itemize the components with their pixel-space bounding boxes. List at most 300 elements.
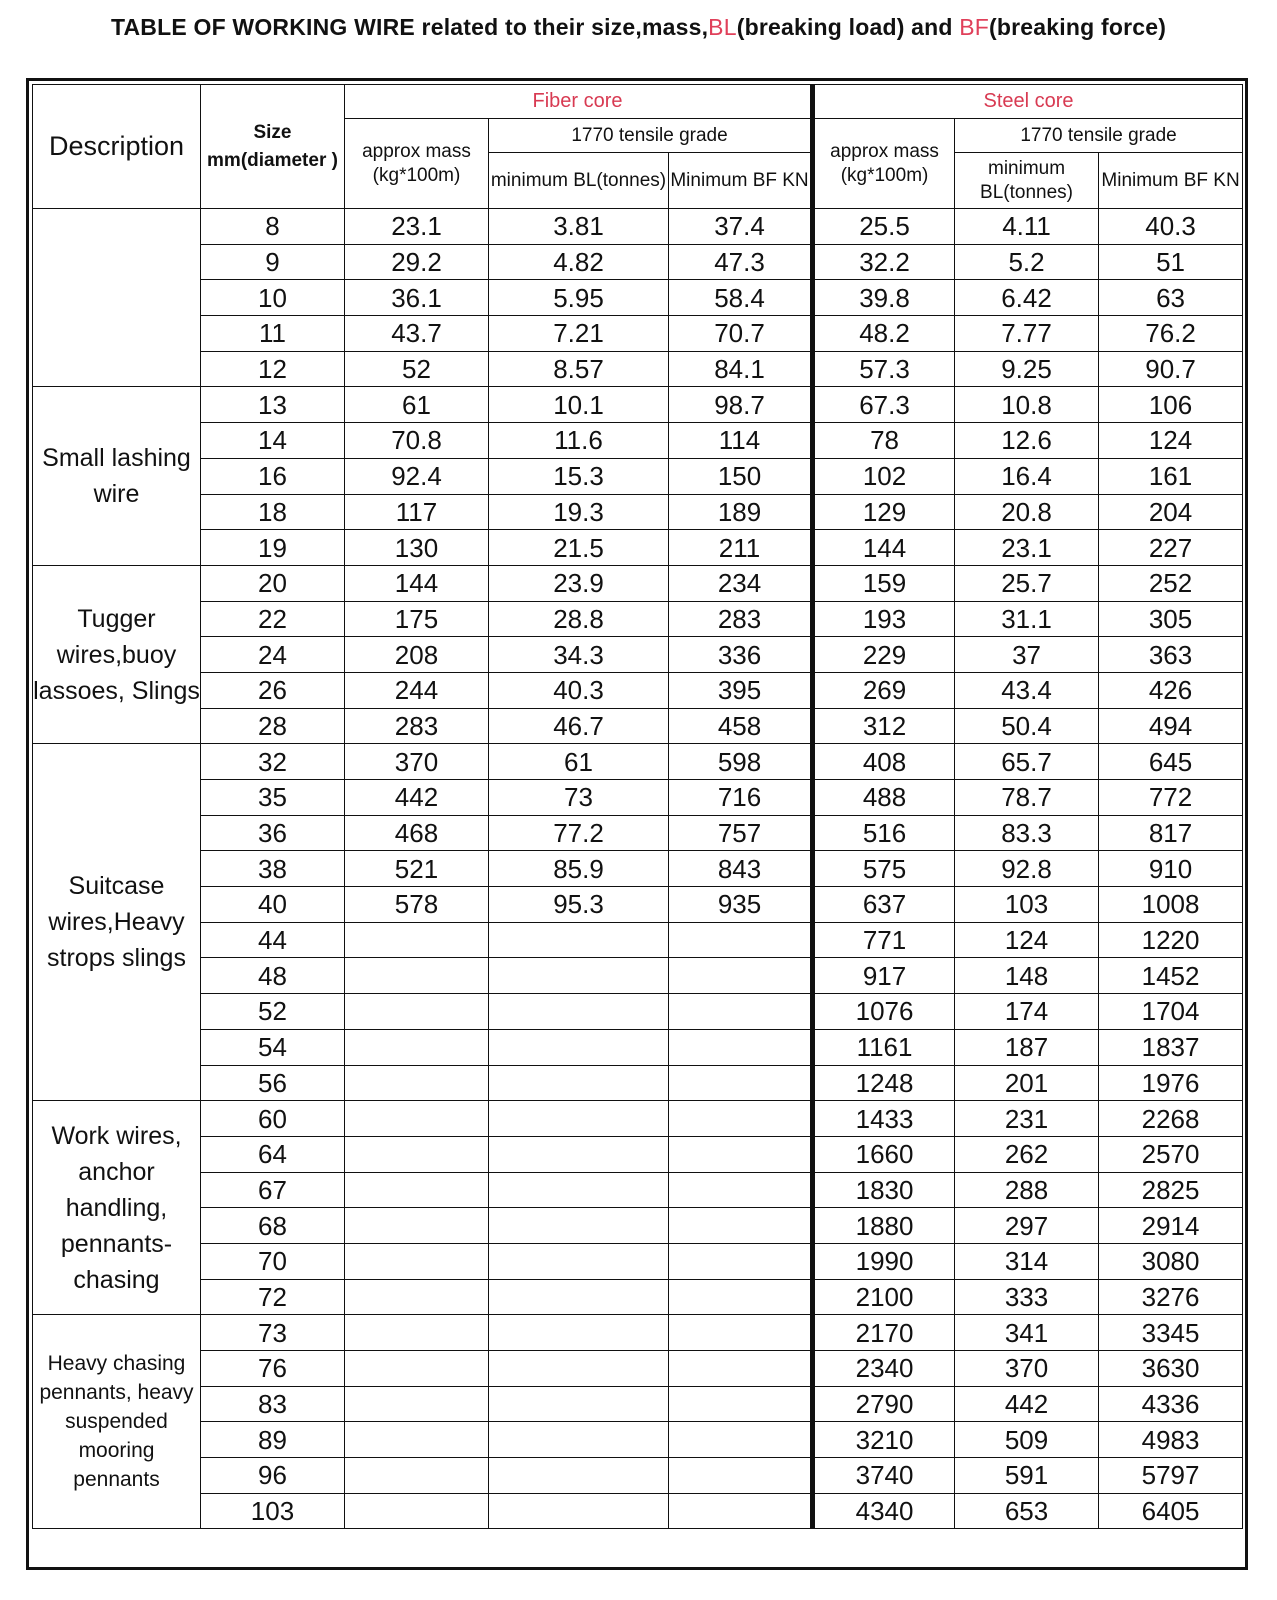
page-title — [0, 14, 1277, 41]
s-bf-cell: 426 — [1099, 672, 1243, 708]
s-bl-cell: 43.4 — [955, 672, 1099, 708]
s-bf-cell: 1220 — [1099, 922, 1243, 958]
size-cell: 16 — [201, 458, 345, 494]
header-fiber-mass: approx mass (kg*100m) — [345, 119, 489, 209]
f-bf-cell — [669, 958, 813, 994]
table-row — [33, 708, 1243, 744]
table-row — [33, 1279, 1243, 1315]
s-mass-cell: 1248 — [813, 1065, 955, 1101]
s-bl-cell: 591 — [955, 1458, 1099, 1494]
s-bf-cell: 63 — [1099, 280, 1243, 316]
s-bl-cell: 10.8 — [955, 387, 1099, 423]
s-mass-cell: 144 — [813, 530, 955, 566]
f-mass-cell — [345, 1243, 489, 1279]
s-mass-cell: 1433 — [813, 1101, 955, 1137]
description-cell — [33, 209, 201, 387]
s-bf-cell: 2570 — [1099, 1136, 1243, 1172]
table-row — [33, 1029, 1243, 1065]
f-bl-cell — [489, 1243, 669, 1279]
s-bl-cell: 9.25 — [955, 351, 1099, 387]
size-cell: 54 — [201, 1029, 345, 1065]
f-bf-cell: 843 — [669, 851, 813, 887]
s-bl-cell: 231 — [955, 1101, 1099, 1137]
f-bl-cell: 46.7 — [489, 708, 669, 744]
header-steel-mass: approx mass (kg*100m) — [813, 119, 955, 209]
s-bl-cell: 187 — [955, 1029, 1099, 1065]
f-bf-cell — [669, 1172, 813, 1208]
size-cell: 22 — [201, 601, 345, 637]
s-bl-cell: 509 — [955, 1422, 1099, 1458]
f-bf-cell: 234 — [669, 565, 813, 601]
f-bf-cell: 150 — [669, 458, 813, 494]
s-mass-cell: 4340 — [813, 1493, 955, 1529]
title-bf: BF — [959, 14, 990, 40]
s-mass-cell: 516 — [813, 815, 955, 851]
f-bl-cell — [489, 1351, 669, 1387]
s-bl-cell: 103 — [955, 887, 1099, 923]
f-bl-cell — [489, 1029, 669, 1065]
f-bl-cell — [489, 1386, 669, 1422]
f-bf-cell — [669, 1422, 813, 1458]
table-row — [33, 1136, 1243, 1172]
f-bl-cell — [489, 994, 669, 1030]
f-bl-cell: 28.8 — [489, 601, 669, 637]
s-mass-cell: 229 — [813, 637, 955, 673]
f-mass-cell — [345, 1351, 489, 1387]
title-text: TABLE OF WORKING WIRE related to their size,mass, — [110, 14, 709, 40]
header-steel-min-bf: Minimum BF KN — [1099, 153, 1243, 209]
s-bf-cell: 2825 — [1099, 1172, 1243, 1208]
s-mass-cell: 67.3 — [813, 387, 955, 423]
f-mass-cell — [345, 1172, 489, 1208]
s-bf-cell: 3630 — [1099, 1351, 1243, 1387]
size-cell: 103 — [201, 1493, 345, 1529]
table-row — [33, 1243, 1243, 1279]
s-mass-cell: 488 — [813, 780, 955, 816]
f-bf-cell: 211 — [669, 530, 813, 566]
f-mass-cell: 244 — [345, 672, 489, 708]
size-cell: 9 — [201, 244, 345, 280]
s-bl-cell: 174 — [955, 994, 1099, 1030]
s-bf-cell: 227 — [1099, 530, 1243, 566]
s-bf-cell: 124 — [1099, 423, 1243, 459]
s-bf-cell: 5797 — [1099, 1458, 1243, 1494]
f-mass-cell: 43.7 — [345, 316, 489, 352]
s-bl-cell: 333 — [955, 1279, 1099, 1315]
f-bl-cell — [489, 1208, 669, 1244]
f-bl-cell: 7.21 — [489, 316, 669, 352]
size-cell: 8 — [201, 209, 345, 245]
s-bl-cell: 31.1 — [955, 601, 1099, 637]
size-cell: 28 — [201, 708, 345, 744]
size-cell: 83 — [201, 1386, 345, 1422]
s-bl-cell: 20.8 — [955, 494, 1099, 530]
size-cell: 36 — [201, 815, 345, 851]
table-row — [33, 1315, 1243, 1351]
s-bf-cell: 1452 — [1099, 958, 1243, 994]
s-bl-cell: 262 — [955, 1136, 1099, 1172]
s-mass-cell: 25.5 — [813, 209, 955, 245]
f-bl-cell: 4.82 — [489, 244, 669, 280]
f-mass-cell: 92.4 — [345, 458, 489, 494]
f-bl-cell — [489, 1101, 669, 1137]
f-bf-cell — [669, 922, 813, 958]
size-cell: 72 — [201, 1279, 345, 1315]
f-bf-cell: 757 — [669, 815, 813, 851]
wire-table-frame — [26, 78, 1248, 1570]
s-bl-cell: 124 — [955, 922, 1099, 958]
s-bf-cell: 3276 — [1099, 1279, 1243, 1315]
table-row — [33, 1493, 1243, 1529]
table-row — [33, 280, 1243, 316]
size-cell: 52 — [201, 994, 345, 1030]
s-bl-cell: 50.4 — [955, 708, 1099, 744]
f-bl-cell — [489, 1315, 669, 1351]
s-mass-cell: 3210 — [813, 1422, 955, 1458]
size-cell: 70 — [201, 1243, 345, 1279]
s-bl-cell: 12.6 — [955, 423, 1099, 459]
f-bf-cell — [669, 1315, 813, 1351]
s-bf-cell: 363 — [1099, 637, 1243, 673]
f-bl-cell: 85.9 — [489, 851, 669, 887]
s-mass-cell: 39.8 — [813, 280, 955, 316]
size-cell: 20 — [201, 565, 345, 601]
size-cell: 32 — [201, 744, 345, 780]
s-bl-cell: 23.1 — [955, 530, 1099, 566]
size-cell: 76 — [201, 1351, 345, 1387]
f-mass-cell — [345, 922, 489, 958]
f-mass-cell — [345, 958, 489, 994]
description-cell: Heavy chasing pennants, heavy suspended mooring pennants — [33, 1315, 201, 1529]
size-cell: 48 — [201, 958, 345, 994]
f-bl-cell — [489, 1422, 669, 1458]
size-cell: 24 — [201, 637, 345, 673]
table-row — [33, 565, 1243, 601]
table-row — [33, 780, 1243, 816]
f-bl-cell: 73 — [489, 780, 669, 816]
s-mass-cell: 1161 — [813, 1029, 955, 1065]
s-bl-cell: 16.4 — [955, 458, 1099, 494]
s-mass-cell: 1660 — [813, 1136, 955, 1172]
s-mass-cell: 637 — [813, 887, 955, 923]
f-bl-cell: 19.3 — [489, 494, 669, 530]
s-mass-cell: 57.3 — [813, 351, 955, 387]
f-bf-cell — [669, 1208, 813, 1244]
size-cell: 26 — [201, 672, 345, 708]
s-bf-cell: 817 — [1099, 815, 1243, 851]
s-bl-cell: 25.7 — [955, 565, 1099, 601]
f-bl-cell: 77.2 — [489, 815, 669, 851]
f-bf-cell: 283 — [669, 601, 813, 637]
f-mass-cell: 61 — [345, 387, 489, 423]
table-row — [33, 1386, 1243, 1422]
f-mass-cell: 175 — [345, 601, 489, 637]
s-mass-cell: 2340 — [813, 1351, 955, 1387]
size-cell: 19 — [201, 530, 345, 566]
s-bf-cell: 161 — [1099, 458, 1243, 494]
s-mass-cell: 1880 — [813, 1208, 955, 1244]
f-mass-cell: 36.1 — [345, 280, 489, 316]
s-bf-cell: 204 — [1099, 494, 1243, 530]
s-bf-cell: 1837 — [1099, 1029, 1243, 1065]
table-row — [33, 958, 1243, 994]
size-cell: 18 — [201, 494, 345, 530]
s-bl-cell: 653 — [955, 1493, 1099, 1529]
s-bf-cell: 40.3 — [1099, 209, 1243, 245]
s-bf-cell: 252 — [1099, 565, 1243, 601]
s-bl-cell: 201 — [955, 1065, 1099, 1101]
table-row — [33, 744, 1243, 780]
s-mass-cell: 2100 — [813, 1279, 955, 1315]
s-bl-cell: 37 — [955, 637, 1099, 673]
s-mass-cell: 102 — [813, 458, 955, 494]
f-bl-cell — [489, 1493, 669, 1529]
size-cell: 11 — [201, 316, 345, 352]
table-row — [33, 1422, 1243, 1458]
f-bf-cell: 935 — [669, 887, 813, 923]
f-mass-cell — [345, 1065, 489, 1101]
s-bf-cell: 3345 — [1099, 1315, 1243, 1351]
s-bf-cell: 1976 — [1099, 1065, 1243, 1101]
description-cell: Suitcase wires,Heavy strops slings — [33, 744, 201, 1101]
f-mass-cell — [345, 1101, 489, 1137]
size-cell: 89 — [201, 1422, 345, 1458]
s-mass-cell: 2170 — [813, 1315, 955, 1351]
s-mass-cell: 193 — [813, 601, 955, 637]
table-row — [33, 815, 1243, 851]
header-fiber-min-bf: Minimum BF KN — [669, 153, 813, 209]
s-mass-cell: 159 — [813, 565, 955, 601]
s-bf-cell: 76.2 — [1099, 316, 1243, 352]
f-bl-cell: 3.81 — [489, 209, 669, 245]
s-bf-cell: 90.7 — [1099, 351, 1243, 387]
f-mass-cell: 144 — [345, 565, 489, 601]
f-mass-cell: 283 — [345, 708, 489, 744]
header-steel-grade: 1770 tensile grade — [955, 119, 1243, 153]
s-mass-cell: 1990 — [813, 1243, 955, 1279]
table-row — [33, 387, 1243, 423]
size-cell: 44 — [201, 922, 345, 958]
f-mass-cell — [345, 1422, 489, 1458]
table-row — [33, 1458, 1243, 1494]
description-cell: Tugger wires,buoy lassoes, Slings — [33, 565, 201, 743]
header-fiber-core: Fiber core — [345, 85, 813, 119]
f-bl-cell: 15.3 — [489, 458, 669, 494]
s-bf-cell: 4983 — [1099, 1422, 1243, 1458]
s-mass-cell: 312 — [813, 708, 955, 744]
s-bf-cell: 305 — [1099, 601, 1243, 637]
f-bf-cell — [669, 1458, 813, 1494]
f-bf-cell — [669, 1065, 813, 1101]
f-bf-cell — [669, 994, 813, 1030]
header-fiber-grade: 1770 tensile grade — [489, 119, 813, 153]
f-bl-cell — [489, 1065, 669, 1101]
f-mass-cell: 468 — [345, 815, 489, 851]
s-mass-cell: 575 — [813, 851, 955, 887]
f-bl-cell — [489, 1279, 669, 1315]
f-bl-cell: 95.3 — [489, 887, 669, 923]
table-row — [33, 601, 1243, 637]
s-bf-cell: 3080 — [1099, 1243, 1243, 1279]
s-bl-cell: 442 — [955, 1386, 1099, 1422]
s-bl-cell: 83.3 — [955, 815, 1099, 851]
f-bl-cell — [489, 958, 669, 994]
f-bl-cell: 5.95 — [489, 280, 669, 316]
f-mass-cell — [345, 1386, 489, 1422]
f-mass-cell — [345, 994, 489, 1030]
s-mass-cell: 269 — [813, 672, 955, 708]
f-bf-cell: 98.7 — [669, 387, 813, 423]
f-bf-cell — [669, 1351, 813, 1387]
s-mass-cell: 48.2 — [813, 316, 955, 352]
s-bf-cell: 1704 — [1099, 994, 1243, 1030]
title-bl: BL — [708, 14, 737, 40]
size-cell: 68 — [201, 1208, 345, 1244]
f-bf-cell: 336 — [669, 637, 813, 673]
wire-table — [32, 84, 1243, 1529]
f-bf-cell: 598 — [669, 744, 813, 780]
table-row — [33, 530, 1243, 566]
table-row — [33, 637, 1243, 673]
s-bl-cell: 65.7 — [955, 744, 1099, 780]
s-mass-cell: 32.2 — [813, 244, 955, 280]
s-bf-cell: 772 — [1099, 780, 1243, 816]
table-row — [33, 494, 1243, 530]
table-row — [33, 351, 1243, 387]
s-bf-cell: 2268 — [1099, 1101, 1243, 1137]
title-text-3: (breaking force) — [989, 14, 1167, 40]
f-bl-cell — [489, 1458, 669, 1494]
table-row — [33, 887, 1243, 923]
f-bf-cell: 189 — [669, 494, 813, 530]
size-cell: 14 — [201, 423, 345, 459]
f-mass-cell: 208 — [345, 637, 489, 673]
f-bl-cell: 23.9 — [489, 565, 669, 601]
s-mass-cell: 917 — [813, 958, 955, 994]
s-mass-cell: 771 — [813, 922, 955, 958]
f-bf-cell: 716 — [669, 780, 813, 816]
f-bf-cell: 47.3 — [669, 244, 813, 280]
f-bf-cell: 458 — [669, 708, 813, 744]
f-bf-cell: 395 — [669, 672, 813, 708]
s-mass-cell: 408 — [813, 744, 955, 780]
f-mass-cell: 52 — [345, 351, 489, 387]
f-mass-cell — [345, 1458, 489, 1494]
f-bl-cell: 21.5 — [489, 530, 669, 566]
description-cell: Small lashing wire — [33, 387, 201, 565]
table-row — [33, 1208, 1243, 1244]
size-cell: 60 — [201, 1101, 345, 1137]
table-row — [33, 922, 1243, 958]
f-mass-cell: 521 — [345, 851, 489, 887]
table-row — [33, 1351, 1243, 1387]
s-bf-cell: 1008 — [1099, 887, 1243, 923]
f-mass-cell: 117 — [345, 494, 489, 530]
f-bl-cell: 10.1 — [489, 387, 669, 423]
s-bl-cell: 7.77 — [955, 316, 1099, 352]
f-mass-cell — [345, 1029, 489, 1065]
size-cell: 64 — [201, 1136, 345, 1172]
s-bl-cell: 370 — [955, 1351, 1099, 1387]
f-mass-cell: 130 — [345, 530, 489, 566]
description-cell: Work wires, anchor handling, pennants-chasing — [33, 1101, 201, 1315]
s-mass-cell: 1076 — [813, 994, 955, 1030]
f-bf-cell — [669, 1386, 813, 1422]
header-description: Description — [33, 85, 201, 209]
size-cell: 12 — [201, 351, 345, 387]
s-bf-cell: 4336 — [1099, 1386, 1243, 1422]
s-mass-cell: 3740 — [813, 1458, 955, 1494]
f-bf-cell — [669, 1136, 813, 1172]
f-bf-cell — [669, 1029, 813, 1065]
f-mass-cell — [345, 1493, 489, 1529]
f-bf-cell — [669, 1101, 813, 1137]
s-bl-cell: 288 — [955, 1172, 1099, 1208]
f-bl-cell: 34.3 — [489, 637, 669, 673]
s-mass-cell: 1830 — [813, 1172, 955, 1208]
s-bl-cell: 6.42 — [955, 280, 1099, 316]
f-bf-cell: 37.4 — [669, 209, 813, 245]
s-bl-cell: 341 — [955, 1315, 1099, 1351]
size-cell: 35 — [201, 780, 345, 816]
table-row — [33, 316, 1243, 352]
f-bf-cell — [669, 1243, 813, 1279]
table-body — [33, 209, 1243, 1529]
f-mass-cell: 370 — [345, 744, 489, 780]
table-row — [33, 458, 1243, 494]
f-mass-cell — [345, 1279, 489, 1315]
table-row — [33, 423, 1243, 459]
header-steel-core: Steel core — [813, 85, 1243, 119]
size-cell: 73 — [201, 1315, 345, 1351]
s-bl-cell: 4.11 — [955, 209, 1099, 245]
s-bl-cell: 314 — [955, 1243, 1099, 1279]
size-cell: 10 — [201, 280, 345, 316]
s-bl-cell: 78.7 — [955, 780, 1099, 816]
f-bf-cell: 70.7 — [669, 316, 813, 352]
f-bl-cell — [489, 1172, 669, 1208]
size-cell: 96 — [201, 1458, 345, 1494]
table-row — [33, 244, 1243, 280]
s-bf-cell: 106 — [1099, 387, 1243, 423]
s-bl-cell: 297 — [955, 1208, 1099, 1244]
f-bl-cell — [489, 922, 669, 958]
size-cell: 40 — [201, 887, 345, 923]
f-bl-cell: 8.57 — [489, 351, 669, 387]
header-fiber-min-bl: minimum BL(tonnes) — [489, 153, 669, 209]
table-row — [33, 994, 1243, 1030]
table-row — [33, 672, 1243, 708]
table-row — [33, 1065, 1243, 1101]
header-steel-min-bl: minimum BL(tonnes) — [955, 153, 1099, 209]
f-bf-cell — [669, 1279, 813, 1315]
f-mass-cell — [345, 1315, 489, 1351]
s-bf-cell: 51 — [1099, 244, 1243, 280]
s-bf-cell: 6405 — [1099, 1493, 1243, 1529]
s-mass-cell: 78 — [813, 423, 955, 459]
f-bf-cell: 84.1 — [669, 351, 813, 387]
f-mass-cell: 442 — [345, 780, 489, 816]
f-mass-cell: 29.2 — [345, 244, 489, 280]
title-text-2: (breaking load) and — [736, 14, 960, 40]
f-bf-cell: 114 — [669, 423, 813, 459]
s-bl-cell: 92.8 — [955, 851, 1099, 887]
s-bf-cell: 910 — [1099, 851, 1243, 887]
table-row — [33, 1101, 1243, 1137]
s-bf-cell: 494 — [1099, 708, 1243, 744]
f-bl-cell: 40.3 — [489, 672, 669, 708]
f-mass-cell — [345, 1136, 489, 1172]
